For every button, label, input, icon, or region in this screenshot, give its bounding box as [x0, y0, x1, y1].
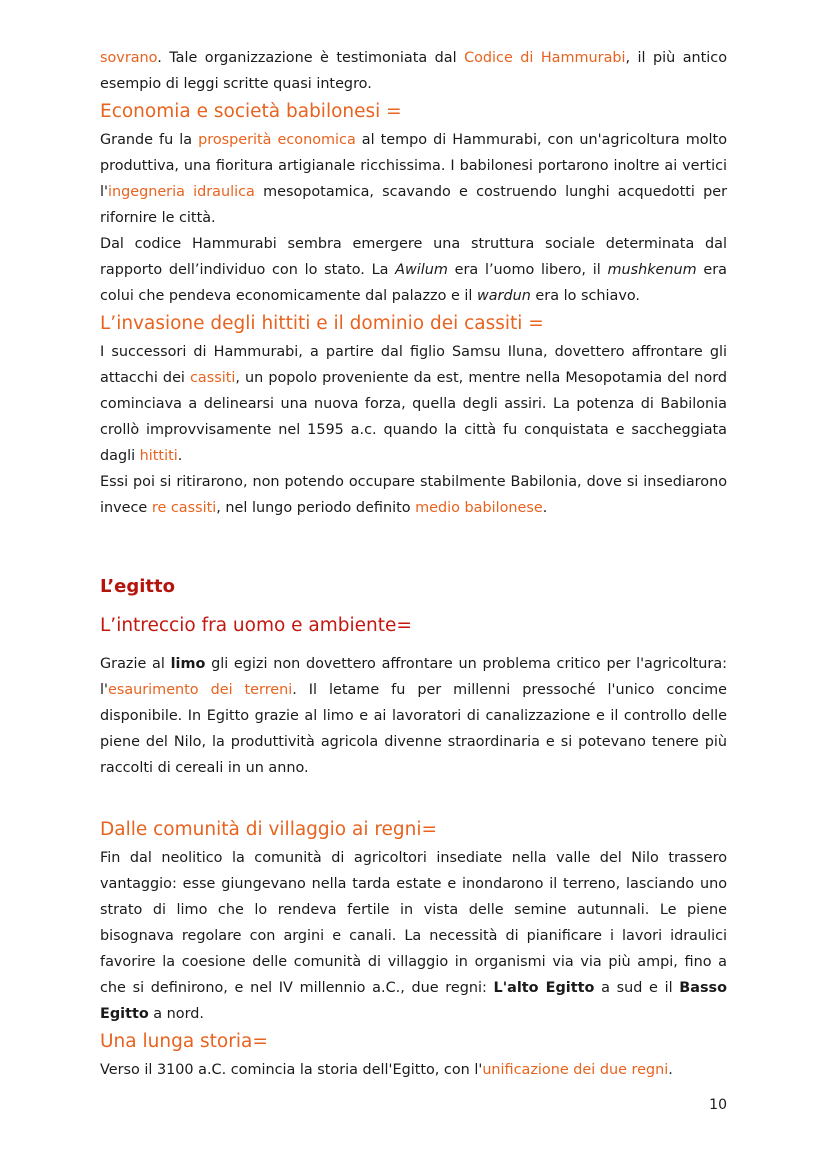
text-run: Grazie al: [100, 656, 171, 672]
bold-term: L'alto Egitto: [493, 980, 595, 996]
text-run: . Il letame fu per millenni pressoché l'unico concime disponibile. In Egitto grazie al limo e ai lavoratori di canalizzazione e il controllo delle piene del Nilo, la produttività agricola divenne straordinaria e si potevano tenere più raccolti di cereali in un anno.: [100, 682, 727, 776]
spacer: [100, 781, 727, 815]
paragraph-limo: [100, 651, 727, 781]
highlight-term: sovrano: [100, 50, 158, 66]
text-run: a sud e il: [594, 980, 680, 996]
text-run: , un popolo proveniente da est, mentre nella Mesopotamia del nord cominciava a delinearsi una nuova forza, quella degli assiri. La potenza di Babilonia crollò improvvisamente nel 1595 a.c. quando la città fu conquistata e saccheggiata dagli: [100, 370, 728, 464]
spacer: [100, 641, 727, 651]
paragraph-invasione-1: [100, 339, 727, 469]
text-run: Verso il 3100 a.C. comincia la storia dell'Egitto, con l': [100, 1062, 483, 1078]
heading-economia: Economia e società babilonesi =: [100, 101, 402, 122]
paragraph-comunita: [100, 845, 727, 1027]
bold-term: Basso Egitto: [100, 980, 727, 1022]
text-run: al tempo di Hammurabi, con un'agricoltura molto produttiva, una fioritura artigianale ricchissima. I babilonesi portarono inoltre ai vertici l': [100, 132, 727, 200]
highlight-term: ingegneria idraulica: [107, 184, 255, 200]
highlight-term: prosperità economica: [198, 132, 356, 148]
heading-intreccio: L’intreccio fra uomo e ambiente=: [100, 615, 412, 636]
highlight-term: esaurimento dei terreni: [107, 682, 293, 698]
document-page: [100, 45, 727, 1083]
bold-term: limo: [170, 656, 206, 672]
text-run: Essi poi si ritirarono, non potendo occupare stabilmente Babilonia, dove si insediarono invece: [100, 474, 727, 516]
text-run: .: [177, 448, 183, 464]
text-run: mesopotamica, scavando e costruendo lunghi acquedotti per rifornire le città.: [100, 184, 727, 226]
paragraph-codice: [100, 45, 727, 97]
text-run: era l’uomo libero, il: [447, 262, 608, 278]
highlight-term: medio babilonese: [415, 500, 543, 516]
section-spacer: [100, 521, 727, 573]
heading-storia: Una lunga storia=: [100, 1031, 268, 1052]
text-run: .: [542, 500, 548, 516]
text-run: era colui che pendeva economicamente dal palazzo e il: [100, 262, 727, 304]
text-run: , nel lungo periodo definito: [216, 500, 416, 516]
text-run: I successori di Hammurabi, a partire dal figlio Samsu Iluna, dovettero affrontare gli attacchi dei: [100, 344, 727, 386]
text-run: Dal codice Hammurabi sembra emergere una struttura sociale determinata dal rapporto dell’individuo con lo stato. La: [100, 236, 727, 278]
paragraph-economia-1: [100, 127, 727, 231]
italic-term: wardun: [476, 288, 531, 304]
highlight-term: re cassiti: [151, 500, 217, 516]
text-run: Grande fu la: [100, 132, 199, 148]
highlight-term: unificazione dei due regni: [482, 1062, 669, 1078]
text-run: . Tale organizzazione è testimoniata dal: [157, 50, 465, 66]
spacer: [100, 601, 727, 611]
text-run: era lo schiavo.: [530, 288, 640, 304]
paragraph-invasione-2: [100, 469, 727, 521]
paragraph-storia: [100, 1057, 727, 1083]
text-run: Fin dal neolitico la comunità di agricoltori insediate nella valle del Nilo trassero vantaggio: esse giungevano nella tarda estate e inondarono il terreno, lasciando uno strato di limo che lo rendeva fertile in vista delle semine autunnali. Le piene bisognava regolare con argini e canali. La necessità di pianificare i lavori idraulici favorire la coesione delle comunità di villaggio in organismi via via più ampi, fino a che si definirono, e nel IV millennio a.C., due regni:: [100, 850, 727, 996]
heading-comunita: Dalle comunità di villaggio ai regni=: [100, 819, 438, 840]
paragraph-economia-2: [100, 231, 727, 309]
chapter-title: L’egitto: [100, 576, 176, 597]
text-run: , il più antico esempio di leggi scritte quasi integro.: [100, 50, 727, 92]
highlight-term: cassiti: [190, 370, 236, 386]
italic-term: mushkenum: [607, 262, 697, 278]
text-run: gli egizi non dovettero affrontare un problema critico per l'agricoltura: l': [100, 656, 727, 698]
highlight-term: hittiti: [139, 448, 178, 464]
page-number: 10: [709, 1097, 727, 1113]
text-run: a nord.: [148, 1006, 204, 1022]
highlight-term: Codice di Hammurabi: [464, 50, 626, 66]
text-run: .: [668, 1062, 673, 1078]
italic-term: Awilum: [395, 262, 448, 278]
heading-invasione: L’invasione degli hittiti e il dominio dei cassiti =: [100, 313, 544, 334]
